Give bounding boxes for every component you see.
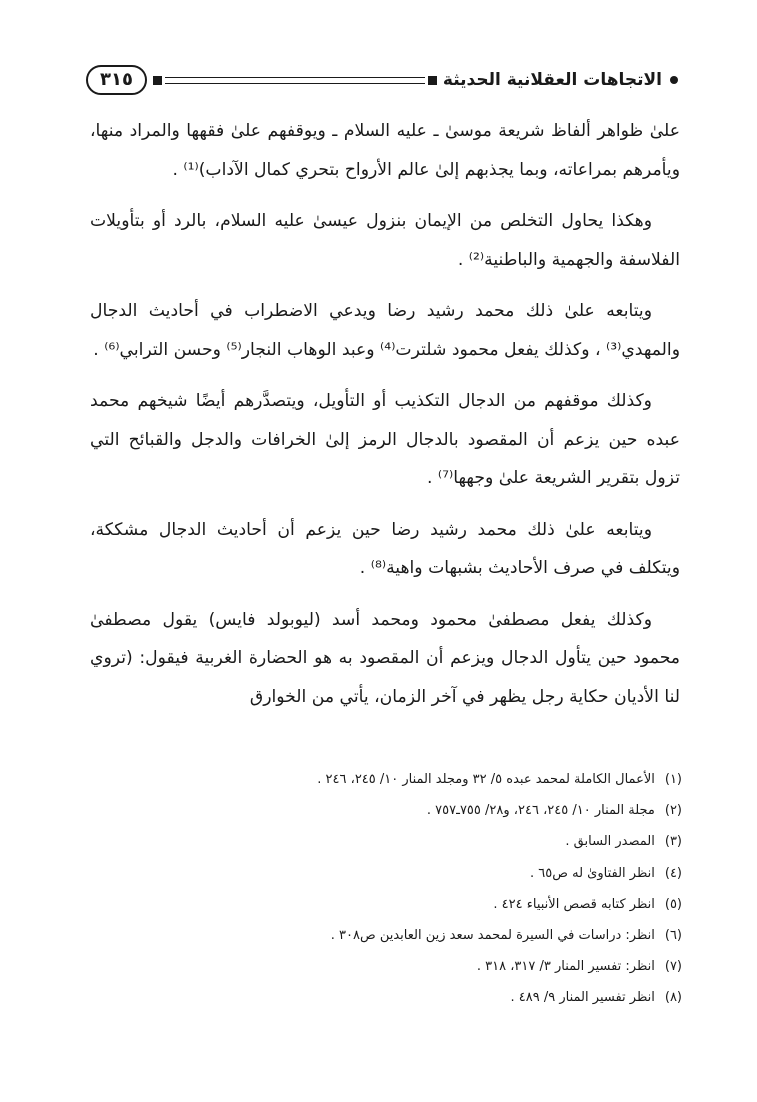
- footnote-number: (١): [664, 772, 682, 787]
- footnote-text: انظر: تفسير المنار ٣/ ٣١٧، ٣١٨ .: [476, 959, 655, 975]
- footnote-text: مجلة المنار ١٠/ ٢٤٥، ٢٤٦، و٢٨/ ٧٥٥ـ٧٥٧ .: [426, 803, 655, 819]
- square-ornament-icon: [428, 76, 437, 85]
- paragraph: وكذلك يفعل مصطفىٰ محمود ومحمد أسد (ليوبولد فايس) يقول مصطفىٰ محمود حين يتأول الدجال ويزعم أن المقصود به هو الحضارة الغربية فيقول: (تروي لنا الأديان حكاية رجل يظهر في آخر الزمان، يأتي من الخوارق: [90, 609, 680, 707]
- square-ornament-icon: [153, 76, 162, 85]
- running-title: الاتجاهات العقلانية الحديثة: [442, 70, 662, 90]
- running-header: [86, 62, 678, 98]
- footnote-number: (٤): [664, 865, 682, 881]
- footnote: [120, 764, 682, 795]
- paragraph: وهكذا يحاول التخلص من الإيمان بنزول عيسىٰ عليه السلام، بالرد أو بتأويلات الفلاسفة والجهمية والباطنية⁽²⁾ .: [90, 211, 680, 270]
- footnote-text: انظر الفتاوىٰ له ص٦٥ .: [530, 865, 655, 881]
- footnotes: [120, 764, 682, 1014]
- bullet-icon: [670, 76, 678, 84]
- footnote-number: (٣): [664, 834, 682, 850]
- footnote-number: (٦): [664, 928, 682, 944]
- paragraph: علىٰ ظواهر ألفاظ شريعة موسىٰ ـ عليه السلام ـ ويوقفهم علىٰ فقهها والمراد منها، ويأمرهم بمراعاته، وبما يجذبهم إلىٰ عالم الأرواح بتحري كمال الآداب)⁽¹⁾ .: [90, 121, 680, 180]
- footnote-text: انظر تفسير المنار ٩/ ٤٨٩ .: [510, 990, 655, 1006]
- footnote-text: الأعمال الكاملة لمحمد عبده ٥/ ٣٢ ومجلد المنار ١٠/ ٢٤٥، ٢٤٦ .: [317, 772, 655, 787]
- footnote-number: (٨): [664, 990, 682, 1006]
- footnote-text: المصدر السابق .: [565, 834, 655, 850]
- paragraph: وكذلك موقفهم من الدجال التكذيب أو التأويل، ويتصدَّرهم أيضًا شيخهم محمد عبده حين يزعم أن المقصود بالدجال الرمز إلىٰ الخرافات والدجل والقبائح التي تزول بتقرير الشريعة علىٰ وجهها⁽⁷⁾ .: [90, 391, 680, 488]
- footnote-number: (٢): [664, 803, 682, 819]
- footnote: [120, 795, 682, 826]
- footnote: [120, 951, 682, 982]
- header-rule: [153, 76, 437, 85]
- page-number: ٣١٥: [86, 65, 147, 95]
- footnote: [120, 920, 682, 951]
- double-rule: [165, 77, 425, 84]
- footnote: [120, 889, 682, 920]
- body-text: [90, 112, 680, 716]
- footnote: [120, 858, 682, 889]
- footnote: [120, 826, 682, 857]
- footnote: [120, 982, 682, 1013]
- footnote-text: انظر كتابه قصص الأنبياء ٤٢٤ .: [493, 896, 655, 912]
- footnote-text: انظر: دراسات في السيرة لمحمد سعد زين العابدين ص٣٠٨ .: [330, 928, 655, 944]
- paragraph: ويتابعه علىٰ ذلك محمد رشيد رضا ويدعي الاضطراب في أحاديث الدجال والمهدي⁽³⁾ ، وكذلك يفعل محمود شلترت⁽⁴⁾ وعبد الوهاب النجار⁽⁵⁾ وحسن الترابي⁽⁶⁾ .: [90, 301, 680, 360]
- footnote-number: (٧): [664, 959, 682, 975]
- paragraph: ويتابعه علىٰ ذلك محمد رشيد رضا حين يزعم أن أحاديث الدجال مشككة، ويتكلف في صرف الأحاديث بشبهات واهية⁽⁸⁾ .: [90, 519, 680, 578]
- footnote-number: (٥): [664, 896, 682, 912]
